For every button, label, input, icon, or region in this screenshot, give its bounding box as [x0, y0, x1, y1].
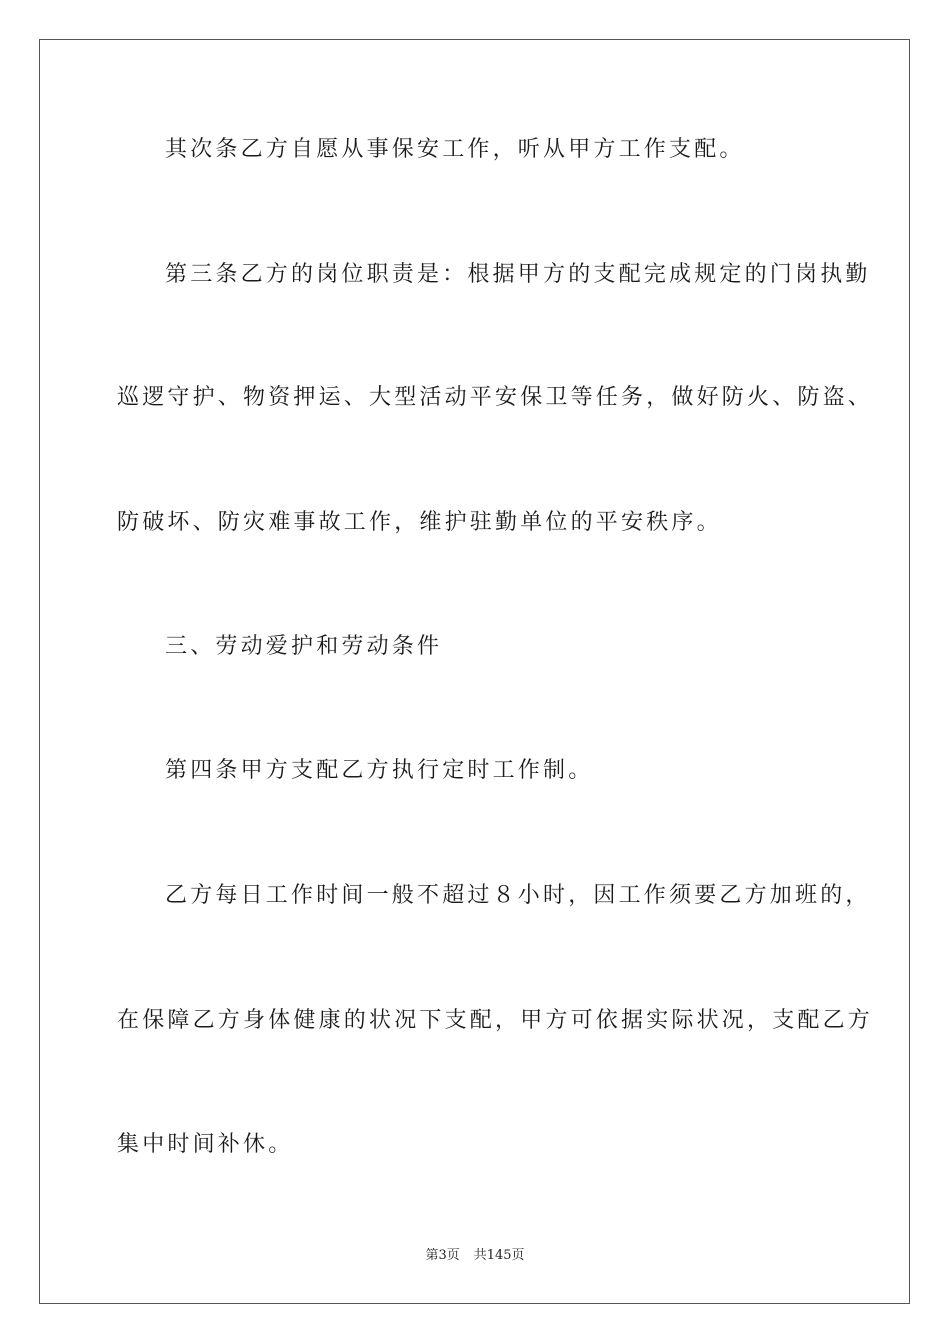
paragraph-line: 防破坏、防灾难事故工作，维护驻勤单位的平安秩序。: [117, 510, 722, 535]
paragraph-line: 在保障乙方身体健康的状况下支配，甲方可依据实际状况，支配乙方: [117, 1008, 874, 1033]
paragraph-line: 第三条乙方的岗位职责是：根据甲方的支配完成规定的门岗执勤: [165, 262, 871, 287]
paragraph-line: 集中时间补休。: [117, 1132, 294, 1157]
section-heading: 三、劳动爱护和劳动条件: [165, 634, 443, 659]
paragraph-line: 其次条乙方自愿从事保安工作，听从甲方工作支配。: [165, 137, 745, 162]
page-number-total: 共145页: [473, 1248, 525, 1263]
paragraph-line: 第四条甲方支配乙方执行定时工作制。: [165, 758, 594, 783]
page-border: [39, 39, 910, 1304]
page-number-current: 第3页: [425, 1248, 460, 1263]
paragraph-line: 巡逻守护、物资押运、大型活动平安保卫等任务，做好防火、防盗、: [117, 385, 874, 410]
page-footer: [0, 1248, 950, 1264]
paragraph-line: 乙方每日工作时间一般不超过８小时，因工作须要乙方加班的，: [165, 883, 871, 908]
